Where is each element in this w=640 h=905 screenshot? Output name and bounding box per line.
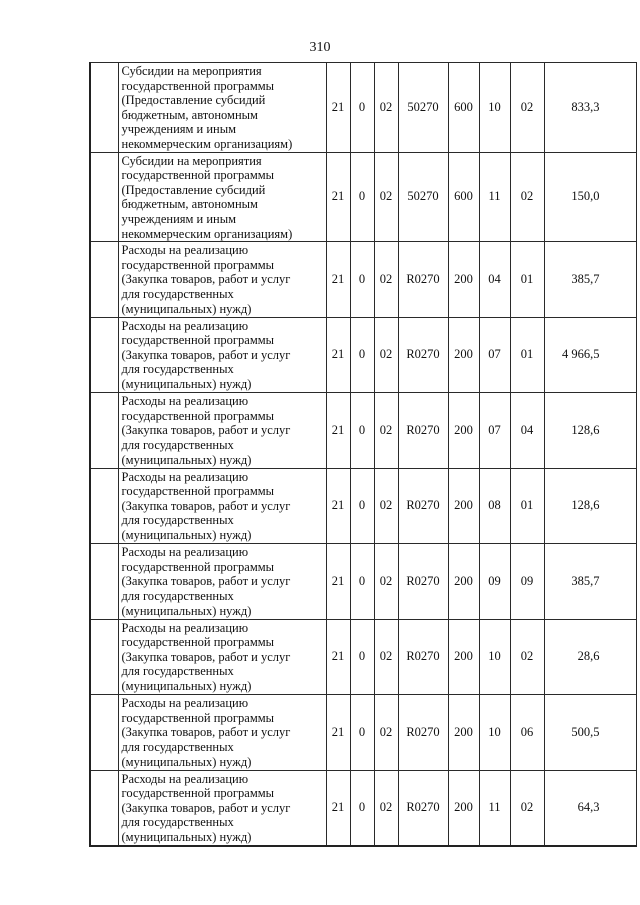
section-code-cell: 21 [326,63,350,153]
description-line: для государственных [121,286,234,301]
table-row [90,770,636,846]
subprogram-code-cell: 0 [350,393,374,469]
description-line: для государственных [121,664,234,679]
row-number-cell [90,317,118,393]
description-line: государственной программы [121,559,275,574]
description-line: Расходы на реализацию [121,545,249,560]
expense-type-cell: 200 [448,393,479,469]
subprogram-code-cell: 0 [350,468,374,544]
table-row [90,63,636,153]
direction-code-cell: R0270 [398,468,448,544]
expense-type-cell: 200 [448,544,479,620]
section-cell: 04 [479,242,510,318]
description-cell [118,544,326,620]
section-cell: 07 [479,393,510,469]
description-line: государственной программы [121,168,275,183]
description-line: Расходы на реализацию [121,620,249,635]
row-number-cell [90,152,118,242]
main-event-code-cell: 02 [374,63,398,153]
table-row [90,393,636,469]
row-number-cell [90,544,118,620]
direction-code-cell: R0270 [398,619,448,695]
section-cell: 10 [479,619,510,695]
description-line: (Закупка товаров, работ и услуг [121,498,291,513]
description-line: для государственных [121,588,234,603]
description-line: бюджетным, автономным [121,197,258,212]
main-event-code-cell: 02 [374,544,398,620]
main-event-code-cell: 02 [374,695,398,771]
section-code-cell: 21 [326,619,350,695]
table-row [90,242,636,318]
description-line: некоммерческим организациям) [121,136,293,151]
description-line: для государственных [121,437,234,452]
description-cell [118,468,326,544]
description-line: Расходы на реализацию [121,243,249,258]
main-event-code-cell: 02 [374,468,398,544]
table-row [90,317,636,393]
main-event-code-cell: 02 [374,770,398,846]
description-line: для государственных [121,739,234,754]
direction-code-cell: R0270 [398,770,448,846]
expense-type-cell: 600 [448,152,479,242]
section-code-cell: 21 [326,468,350,544]
row-number-cell [90,695,118,771]
section-cell: 10 [479,695,510,771]
subprogram-code-cell: 0 [350,544,374,620]
main-event-code-cell: 02 [374,317,398,393]
description-line: (Закупка товаров, работ и услуг [121,800,291,815]
section-code-cell: 21 [326,544,350,620]
subsection-cell: 04 [510,393,544,469]
amount-cell: 28,6 [544,619,636,695]
subprogram-code-cell: 0 [350,317,374,393]
description-line: (муниципальных) нужд) [121,679,252,693]
amount-cell: 385,7 [544,242,636,318]
description-line: учреждениям и иным [121,211,237,226]
description-line: (Предоставление субсидий [121,182,266,197]
description-line: Расходы на реализацию [121,696,249,711]
section-cell: 11 [479,152,510,242]
main-event-code-cell: 02 [374,619,398,695]
subsection-cell: 02 [510,770,544,846]
description-cell [118,695,326,771]
amount-cell: 833,3 [544,63,636,153]
table-row [90,468,636,544]
description-line: для государственных [121,815,234,830]
description-line: государственной программы [121,408,275,423]
row-number-cell [90,63,118,153]
section-code-cell: 21 [326,770,350,846]
page-number: 310 [309,40,331,55]
amount-cell: 64,3 [544,770,636,846]
section-cell: 11 [479,770,510,846]
subprogram-code-cell: 0 [350,242,374,318]
description-line: для государственных [121,513,234,528]
description-line: (Закупка товаров, работ и услуг [121,649,291,664]
table-row [90,152,636,242]
amount-cell: 150,0 [544,152,636,242]
section-cell: 10 [479,63,510,153]
description-line: государственной программы [121,257,275,272]
description-line: (муниципальных) нужд) [121,377,252,391]
description-line: государственной программы [121,484,275,499]
row-number-cell [90,242,118,318]
description-line: Субсидии на мероприятия [121,64,262,78]
description-line: (муниципальных) нужд) [121,754,252,769]
description-cell [118,242,326,318]
description-cell [118,152,326,242]
amount-cell: 4 966,5 [544,317,636,393]
description-line: (Закупка товаров, работ и услуг [121,725,291,740]
description-line: государственной программы [121,786,275,801]
row-number-cell [90,619,118,695]
description-cell [118,63,326,153]
direction-code-cell: R0270 [398,544,448,620]
budget-table-body [90,63,636,847]
description-line: государственной программы [121,635,275,650]
expense-type-cell: 200 [448,317,479,393]
direction-code-cell: R0270 [398,242,448,318]
amount-cell: 500,5 [544,695,636,771]
subsection-cell: 02 [510,619,544,695]
description-line: (Закупка товаров, работ и услуг [121,574,291,589]
description-line: государственной программы [121,78,275,93]
subprogram-code-cell: 0 [350,619,374,695]
direction-code-cell: R0270 [398,695,448,771]
table-row [90,619,636,695]
subsection-cell: 01 [510,317,544,393]
section-code-cell: 21 [326,152,350,242]
description-cell [118,619,326,695]
description-line: государственной программы [121,710,275,725]
subsection-cell: 02 [510,63,544,153]
description-line: (муниципальных) нужд) [121,452,252,467]
description-line: (муниципальных) нужд) [121,301,252,316]
row-number-cell [90,393,118,469]
section-code-cell: 21 [326,393,350,469]
budget-table [89,62,637,847]
description-line: для государственных [121,362,234,377]
table-row [90,544,636,620]
description-line: некоммерческим организациям) [121,226,293,241]
section-cell: 09 [479,544,510,620]
subprogram-code-cell: 0 [350,63,374,153]
subsection-cell: 02 [510,152,544,242]
subsection-cell: 06 [510,695,544,771]
description-cell [118,393,326,469]
description-line: (муниципальных) нужд) [121,830,252,844]
section-cell: 07 [479,317,510,393]
description-line: (муниципальных) нужд) [121,603,252,618]
description-line: Расходы на реализацию [121,469,249,484]
direction-code-cell: R0270 [398,393,448,469]
section-code-cell: 21 [326,695,350,771]
expense-type-cell: 600 [448,63,479,153]
row-number-cell [90,468,118,544]
description-line: (Закупка товаров, работ и услуг [121,347,291,362]
main-event-code-cell: 02 [374,242,398,318]
subsection-cell: 01 [510,468,544,544]
expense-type-cell: 200 [448,619,479,695]
subprogram-code-cell: 0 [350,770,374,846]
amount-cell: 385,7 [544,544,636,620]
description-line: бюджетным, автономным [121,107,258,122]
section-code-cell: 21 [326,317,350,393]
expense-type-cell: 200 [448,468,479,544]
amount-cell: 128,6 [544,468,636,544]
subsection-cell: 01 [510,242,544,318]
description-line: государственной программы [121,333,275,348]
expense-type-cell: 200 [448,695,479,771]
description-line: (Предоставление субсидий [121,93,266,108]
description-cell [118,770,326,846]
description-line: Расходы на реализацию [121,318,249,333]
direction-code-cell: 50270 [398,152,448,242]
row-number-cell [90,770,118,846]
subprogram-code-cell: 0 [350,152,374,242]
amount-cell: 128,6 [544,393,636,469]
description-line: (муниципальных) нужд) [121,528,252,542]
description-line: учреждениям и иным [121,122,237,137]
description-line: (Закупка товаров, работ и услуг [121,272,291,287]
direction-code-cell: 50270 [398,63,448,153]
section-code-cell: 21 [326,242,350,318]
description-cell [118,317,326,393]
subsection-cell: 09 [510,544,544,620]
main-event-code-cell: 02 [374,152,398,242]
direction-code-cell: R0270 [398,317,448,393]
main-event-code-cell: 02 [374,393,398,469]
subprogram-code-cell: 0 [350,695,374,771]
description-line: (Закупка товаров, работ и услуг [121,423,291,438]
description-line: Расходы на реализацию [121,394,249,409]
description-line: Субсидии на мероприятия [121,153,262,168]
expense-type-cell: 200 [448,770,479,846]
table-row [90,695,636,771]
description-line: Расходы на реализацию [121,771,249,786]
section-cell: 08 [479,468,510,544]
expense-type-cell: 200 [448,242,479,318]
